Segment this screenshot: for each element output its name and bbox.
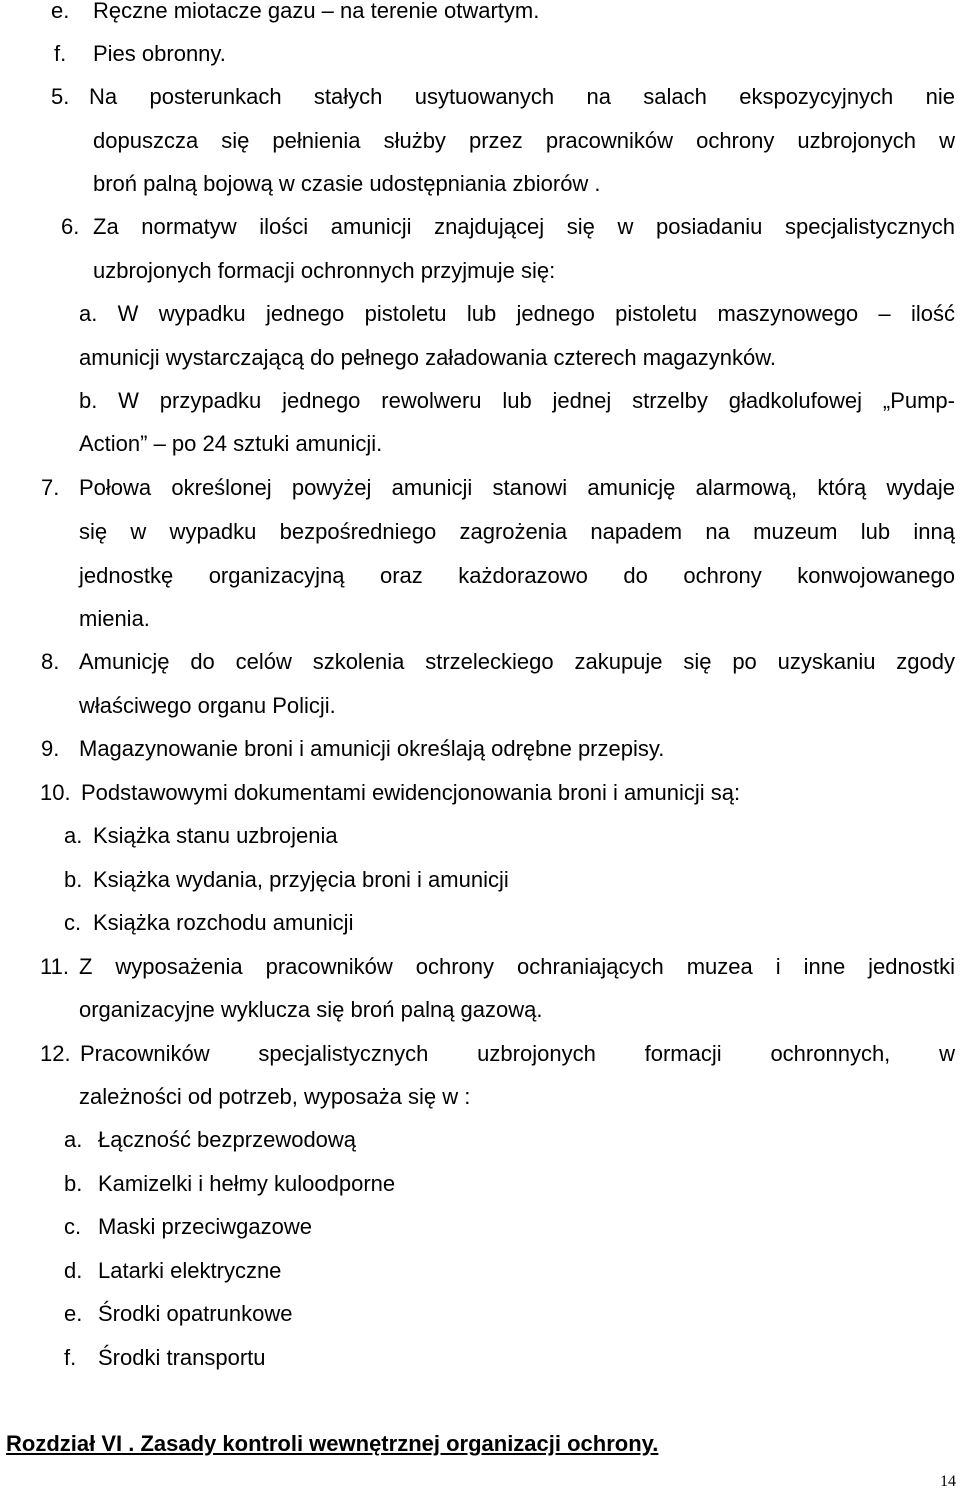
item-number: 10.: [40, 780, 71, 805]
paragraph-line: Połowa określonej powyżej amunicji stanowi amunicję alarmową, którą wydaje: [79, 475, 955, 500]
paragraph-line: Z wyposażenia pracowników ochrony ochraniających muzea i inne jednostki: [79, 954, 955, 979]
paragraph-line: mienia.: [79, 606, 150, 631]
list-item-text: Środki opatrunkowe: [98, 1301, 293, 1326]
item-label: e.: [51, 0, 70, 23]
chapter-heading: Rozdział VI . Zasady kontroli wewnętrznej organizacji ochrony.: [6, 1431, 659, 1456]
paragraph-line: a. W wypadku jednego pistoletu lub jednego pistoletu maszynowego – ilość: [79, 301, 955, 326]
paragraph-line: b. W przypadku jednego rewolweru lub jednej strzelby gładkolufowej „Pump-: [79, 388, 955, 413]
paragraph-line: amunicji wystarczającą do pełnego załadowania czterech magazynków.: [79, 345, 777, 370]
paragraph-line: broń palną bojową w czasie udostępniania zbiorów .: [93, 171, 601, 196]
paragraph-line: Podstawowymi dokumentami ewidencjonowania broni i amunicji są:: [81, 780, 741, 805]
item-number: 11.: [40, 954, 69, 979]
list-item-text: Pies obronny.: [93, 41, 226, 66]
paragraph-line: zależności od potrzeb, wyposaża się w :: [79, 1084, 471, 1109]
item-number: 8.: [41, 649, 60, 674]
item-number: 7.: [41, 475, 60, 500]
item-label: e.: [64, 1301, 83, 1326]
paragraph-line: Pracowników specjalistycznych uzbrojonych formacji ochronnych, w: [80, 1041, 955, 1066]
item-label: c.: [64, 1214, 82, 1239]
paragraph-line: Amunicję do celów szkolenia strzeleckiego zakupuje się po uzyskaniu zgody: [79, 649, 955, 674]
item-number: 9.: [41, 736, 60, 761]
item-number: 6.: [61, 214, 80, 239]
list-item-text: Książka stanu uzbrojenia: [93, 823, 338, 848]
paragraph-line: Za normatyw ilości amunicji znajdującej się w posiadaniu specjalistycznych: [93, 214, 955, 239]
item-label: a.: [64, 823, 83, 848]
paragraph-line: się w wypadku bezpośredniego zagrożenia napadem na muzeum lub inną: [79, 519, 955, 544]
item-label: d.: [64, 1258, 83, 1283]
paragraph-line: Na posterunkach stałych usytuowanych na salach ekspozycyjnych nie: [89, 84, 955, 109]
paragraph-line: Action” – po 24 sztuki amunicji.: [79, 431, 383, 456]
paragraph-line: organizacyjne wyklucza się broń palną gazową.: [79, 997, 543, 1022]
paragraph-line: właściwego organu Policji.: [79, 693, 336, 718]
item-label: b.: [64, 867, 83, 892]
paragraph-line: uzbrojonych formacji ochronnych przyjmuje się:: [93, 258, 556, 283]
item-label: f.: [54, 41, 67, 66]
list-item-text: Łączność bezprzewodową: [98, 1127, 357, 1152]
list-item-text: Maski przeciwgazowe: [98, 1214, 312, 1239]
item-number: 5.: [51, 84, 70, 109]
list-item-text: Ręczne miotacze gazu – na terenie otwartym.: [93, 0, 540, 23]
list-item-text: Kamizelki i hełmy kuloodporne: [98, 1171, 396, 1196]
item-label: a.: [64, 1127, 83, 1152]
paragraph-line: jednostkę organizacyjną oraz każdorazowo do ochrony konwojowanego: [79, 563, 955, 588]
list-item-text: Środki transportu: [98, 1345, 266, 1370]
page-number: 14: [940, 1473, 956, 1490]
list-item-text: Książka wydania, przyjęcia broni i amunicji: [93, 867, 509, 892]
item-label: b.: [64, 1171, 83, 1196]
item-label: c.: [64, 910, 82, 935]
item-label: f.: [64, 1345, 77, 1370]
paragraph-line: dopuszcza się pełnienia służby przez pracowników ochrony uzbrojonych w: [93, 128, 955, 153]
paragraph-line: Magazynowanie broni i amunicji określają odrębne przepisy.: [79, 736, 665, 761]
list-item-text: Latarki elektryczne: [98, 1258, 282, 1283]
list-item-text: Książka rozchodu amunicji: [93, 910, 354, 935]
item-number: 12.: [40, 1041, 71, 1066]
